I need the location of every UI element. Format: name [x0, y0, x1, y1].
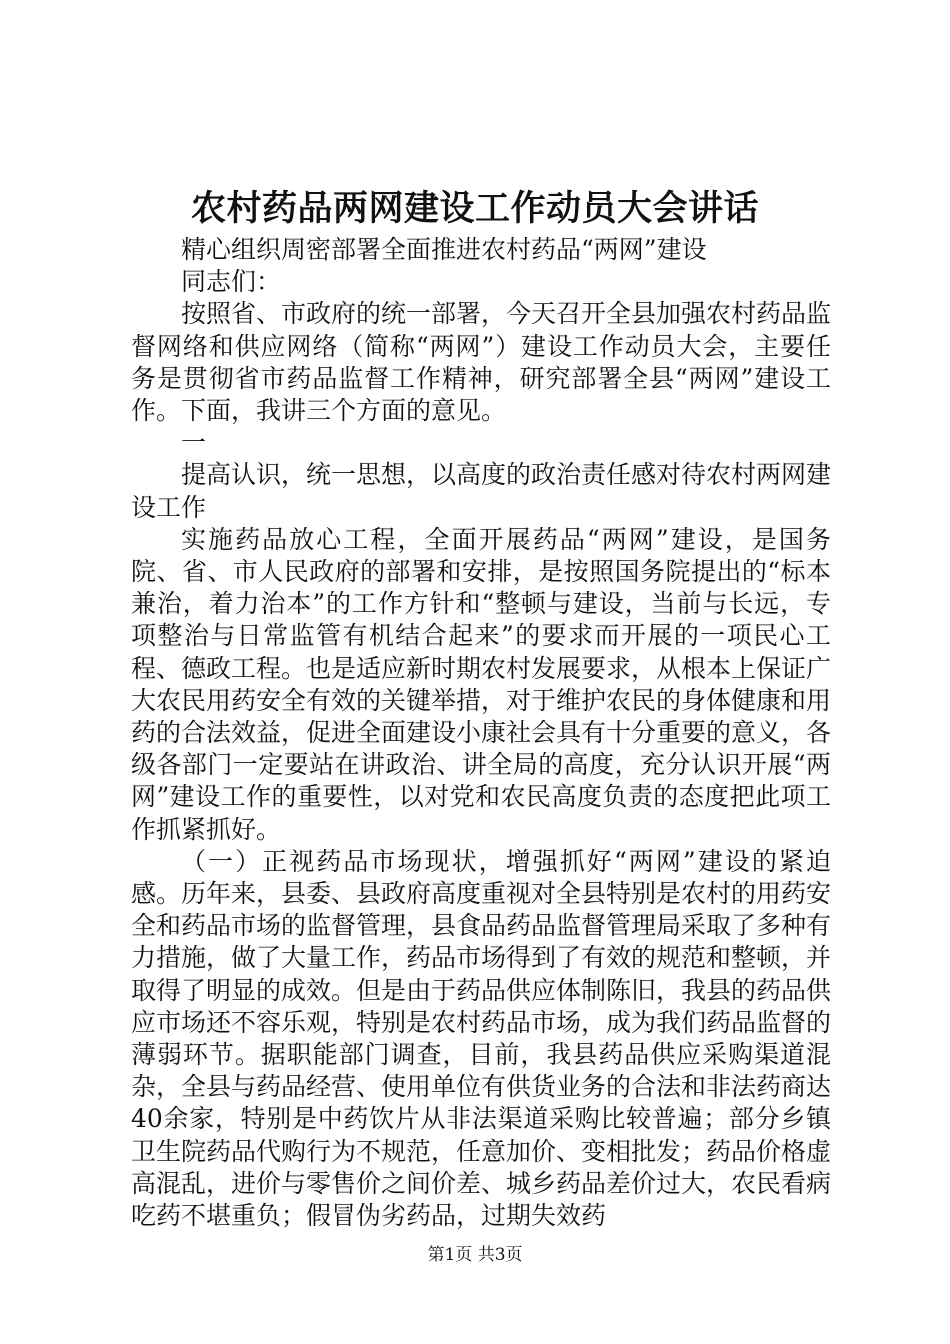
body-paragraph: 实施药品放心工程，全面开展药品“两网”建设，是国务院、省、市人民政府的部署和安排，是按照国务院提出的“标本兼治，着力治本”的工作方针和“整顿与建设，当前与长远，专项整治与日常监管有机结合起来”的要求而开展的一项民心工程、德政工程。也是适应新时期农村发展要求，从根本上保证广大农民用药安全有效的关键举措，对于维护农民的身体健康和用药的合法效益，促进全面建设小康社会具有十分重要的意义，各级各部门一定要站在讲政治、讲全局的高度，充分认识开展“两网”建设工作的重要性，以对党和农民高度负责的态度把此项工作抓紧抓好。	[131, 524, 832, 844]
page-footer: 第1页 共3页	[427, 1245, 523, 1265]
body-paragraph: （一）正视药品市场现状，增强抓好“两网”建设的紧迫感。历年来，县委、县政府高度重视对全县特别是农村的用药安全和药品市场的监督管理，县食品药品监督管理局采取了多种有力措施，做了大量工作，药品市场得到了有效的规范和整顿，并取得了明显的成效。但是由于药品供应体制陈旧，我县的药品供应市场还不容乐观，特别是农村药品市场，成为我们药品监督的薄弱环节。据职能部门调查，目前，我县药品供应采购渠道混杂，全县与药品经营、使用单位有供货业务的合法和非法药商达40余家，特别是中药饮片从非法渠道采购比较普遍；部分乡镇卫生院药品代购行为不规范，任意加价、变相批发；药品价格虚高混乱，进价与零售价之间价差、城乡药品差价过大，农民看病吃药不堪重负；假冒伪劣药品，过期失效药	[131, 846, 832, 1231]
section-number: 一	[181, 428, 207, 458]
subtitle-paragraph: 精心组织周密部署全面推进农村药品“两网”建设	[181, 235, 707, 264]
document-body	[131, 234, 831, 1232]
intro-paragraph: 按照省、市政府的统一部署，今天召开全县加强农村药品监督网络和供应网络（简称“两网”）建设工作动员大会，主要任务是贯彻省市药品监督工作精神，研究部署全县“两网”建设工作。下面，我讲三个方面的意见。	[131, 299, 832, 426]
document-title: 农村药品两网建设工作动员大会讲话	[190, 188, 759, 229]
salutation-paragraph: 同志们：	[181, 267, 282, 297]
section-heading: 提高认识，统一思想，以高度的政治责任感对待农村两网建设工作	[131, 460, 832, 522]
